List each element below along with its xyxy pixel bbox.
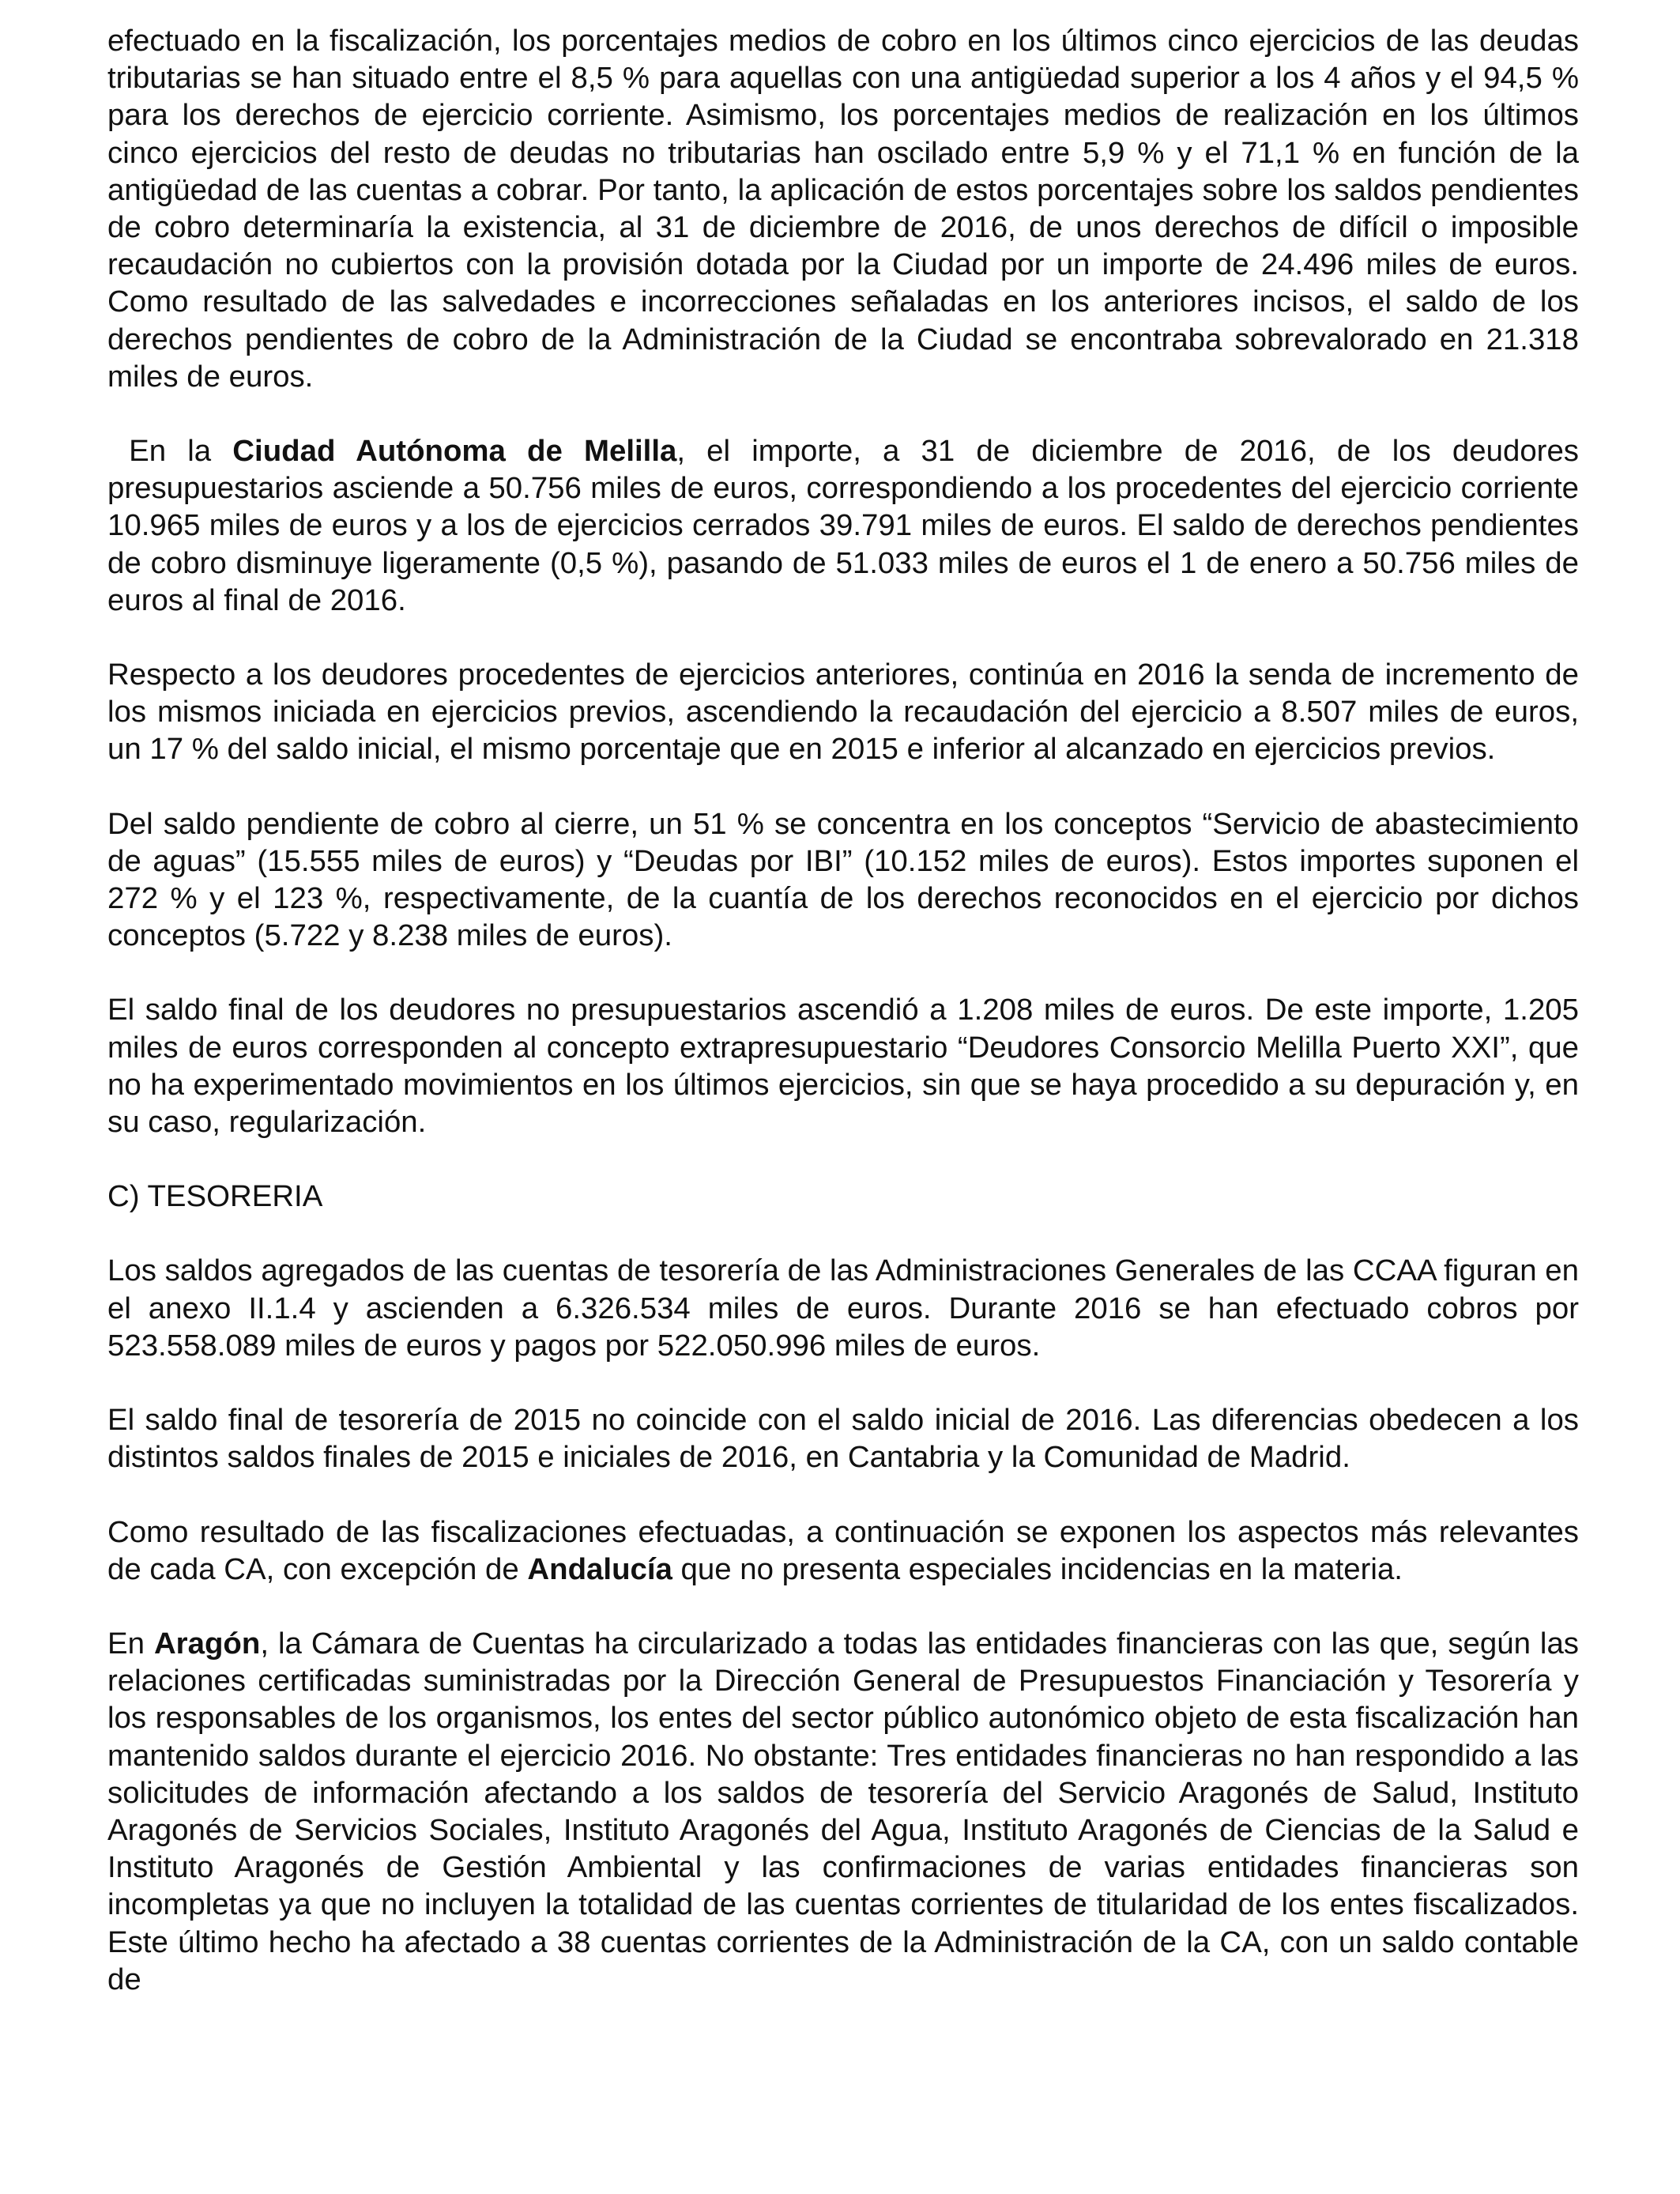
paragraph-aragon (107, 1625, 1579, 1998)
paragraph-ejercicios-anteriores: Respecto a los deudores procedentes de ejercicios anteriores, continúa en 2016 la senda de incremento de los mismos iniciada en ejercicios previos, ascendiendo la recaudación del ejercicio a 8.507 miles de euros, un 17 % del saldo inicial, el mismo porcentaje que en 2015 e inferior al alcanzado en ejercicios previos. (107, 658, 1579, 767)
paragraph-saldo-pendiente: Del saldo pendiente de cobro al cierre, un 51 % se concentra en los conceptos “Servicio de abastecimiento de aguas” (15.555 miles de euros) y “Deudas por IBI” (10.152 miles de euros). Estos importes suponen el 272 % y el 123 %, respectivamente, de la cuantía de los derechos reconocidos en el ejercicio por dichos conceptos (5.722 y 8.238 miles de euros). (107, 806, 1579, 953)
section-heading: C) TESORERIA (107, 1179, 323, 1214)
paragraph-resultado-fiscalizaciones (107, 1514, 1579, 1588)
text-run: En (107, 1626, 154, 1661)
bold-term-andalucia: Andalucía (527, 1551, 672, 1586)
text-run: En la (129, 434, 233, 469)
paragraph-saldo-final-tesoreria: El saldo final de tesorería de 2015 no coincide con el saldo inicial de 2016. Las diferencias obedecen a los distintos saldos finales de 2015 e iniciales de 2016, en Cantabria y la Comunidad de Madrid. (107, 1403, 1579, 1475)
text-run: Como resultado de las fiscalizaciones efectuadas, a continuación se exponen los aspectos más relevantes de cada CA, con excepción de (107, 1514, 1579, 1586)
paragraph-saldos-agregados: Los saldos agregados de las cuentas de tesorería de las Administraciones Generales de las CCAA figuran en el anexo II.1.4 y ascienden a 6.326.534 miles de euros. Durante 2016 se han efectuado cobros por 523.558.089 miles de euros y pagos por 522.050.996 miles de euros. (107, 1253, 1579, 1363)
bold-term-melilla: Ciudad Autónoma de Melilla (232, 434, 677, 469)
text-run: , la Cámara de Cuentas ha circularizado a todas las entidades financieras con las que, según las relaciones certificadas suministradas por la Dirección General de Presupuestos Financiación y Tesorería y los responsables de los organismos, los entes del sector público autonómico objeto de esta fiscalización han mantenido saldos durante el ejercicio 2016. No obstante: Tres entidades financieras no han respondido a las solicitudes de información afectando a los saldos de tesorería del Servicio Aragonés de Salud, Instituto Aragonés de Servicios Sociales, Instituto Aragonés del Agua, Instituto Aragonés de Ciencias de la Salud e Instituto Aragonés de Gestión Ambiental y las confirmaciones de varias entidades financieras son incompletas ya que no incluyen la totalidad de las cuentas corrientes de titularidad de los entes fiscalizados. Este último hecho ha afectado a 38 cuentas corrientes de la Administración de la CA, con un saldo contable de (107, 1626, 1580, 1996)
paragraph-deudores-no-presupuestarios: El saldo final de los deudores no presupuestarios ascendió a 1.208 miles de euros. De este importe, 1.205 miles de euros corresponden al concepto extrapresupuestario “Deudores Consorcio Melilla Puerto XXI”, que no ha experimentado movimientos en los últimos ejercicios, sin que se haya procedido a su depuración y, en su caso, regularización. (107, 993, 1579, 1140)
document-page (107, 22, 1579, 1998)
text-run: , el importe, a 31 de diciembre de 2016, de los deudores presupuestarios asciende a 50.756 miles de euros, correspondiendo a los procedentes del ejercicio corriente 10.965 miles de euros y a los de ejercicios cerrados 39.791 miles de euros. El saldo de derechos pendientes de cobro disminuye ligeramente (0,5 %), pasando de 51.033 miles de euros el 1 de enero a 50.756 miles de euros al final de 2016. (107, 434, 1580, 617)
bold-term-aragon: Aragón (153, 1626, 261, 1661)
paragraph-melilla-deudores (107, 432, 1579, 619)
text-run: que no presenta especiales incidencias en la materia. (672, 1551, 1403, 1586)
paragraph-fiscalizacion-ceuta: efectuado en la fiscalización, los porcentajes medios de cobro en los últimos cinco ejercicios de las deudas tributarias se han situado entre el 8,5 % para aquellas con una antigüedad superior a los 4 años y el 94,5 % para los derechos de ejercicio corriente. Asimismo, los porcentajes medios de realización en los últimos cinco ejercicios del resto de deudas no tributarias han oscilado entre 5,9 % y el 71,1 % en función de la antigüedad de las cuentas a cobrar. Por tanto, la aplicación de estos porcentajes sobre los saldos pendientes de cobro determinaría la existencia, al 31 de diciembre de 2016, de unos derechos de difícil o imposible recaudación no cubiertos con la provisión dotada por la Ciudad por un importe de 24.496 miles de euros. Como resultado de las salvedades e incorrecciones señaladas en los anteriores incisos, el saldo de los derechos pendientes de cobro de la Administración de la Ciudad se encontraba sobrevalorado en 21.318 miles de euros. (107, 24, 1579, 394)
